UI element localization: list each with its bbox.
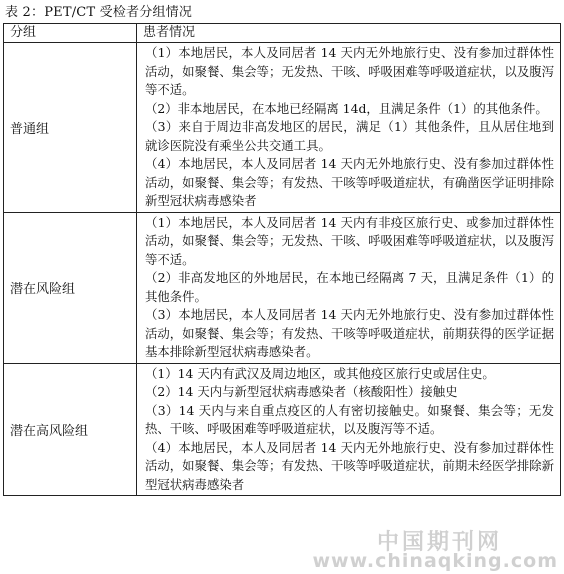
table-row [4, 363, 561, 496]
watermark-url: www.chinaqking.com [312, 550, 558, 572]
table-header-row [4, 24, 561, 43]
condition-cell [137, 212, 561, 363]
header-group: 分组 [4, 24, 137, 43]
table-caption: 表 2：PET/CT 受检者分组情况 [5, 5, 193, 20]
condition-item: （3）14 天内与来自重点疫区的人有密切接触史。如聚餐、集会等；无发热、干咳、呼吸困难等呼吸道症状，以及腹泻等不适。 [145, 402, 554, 436]
condition-cell [137, 43, 561, 213]
condition-cell [137, 363, 561, 496]
condition-item: （1）14 天内有武汉及周边地区，或其他疫区旅行史或居住史。 [145, 365, 495, 381]
header-condition: 患者情况 [137, 24, 561, 43]
condition-item: （3）来自于周边非高发地区的居民，满足（1）其他条件，且从居住地到就诊医院没有乘坐公共交通工具。 [145, 119, 554, 153]
group-name: 潜在风险组 [4, 212, 137, 363]
watermark-cn: 中国期刊网 [376, 530, 502, 555]
group-name: 潜在高风险组 [4, 363, 137, 496]
table-row [4, 212, 561, 363]
watermark [312, 525, 558, 572]
table-row [4, 43, 561, 213]
condition-item: （4）本地居民，本人及同居者 14 天内无外地旅行史、没有参加过群体性活动，如聚餐、集会等；有发热、干咳等呼吸道症状，前期未经医学排除新型冠状病毒感染者 [145, 439, 554, 492]
group-name: 普通组 [4, 43, 137, 213]
condition-item: （1）本地居民，本人及同居者 14 天内无外地旅行史、没有参加过群体性活动，如聚餐、集会等；无发热、干咳、呼吸困难等呼吸道症状，以及腹泻等不适。 [145, 45, 554, 97]
condition-item: （1）本地居民，本人及同居者 14 天内有非疫区旅行史、或参加过群体性活动，如聚餐、集会等；无发热、干咳、呼吸困难等呼吸道症状，以及腹泻等不适。 [145, 214, 554, 267]
condition-item: （4）本地居民，本人及同居者 14 天内无外地旅行史、没有参加过群体性活动，如聚餐、集会等；有发热、干咳等呼吸道症状，有确凿医学证明排除新型冠状病毒感染者 [145, 156, 554, 208]
condition-item: （2）非高发地区的外地居民，在本地已经隔离 7 天，且满足条件（1）的其他条件。 [145, 270, 554, 304]
grouping-table [3, 23, 561, 496]
condition-item: （2）14 天内与新型冠状病毒感染者（核酸阳性）接触史 [145, 384, 458, 399]
condition-item: （3）本地居民，本人及同居者 14 天内无外地旅行史、没有参加过群体性活动，如聚餐、集会等；有发热、干咳等呼吸道症状，前期获得的医学证据基本排除新型冠状病毒感染者。 [145, 307, 554, 359]
condition-item: （2）非本地居民，在本地已经隔离 14d，且满足条件（1）的其他条件。 [145, 100, 548, 116]
